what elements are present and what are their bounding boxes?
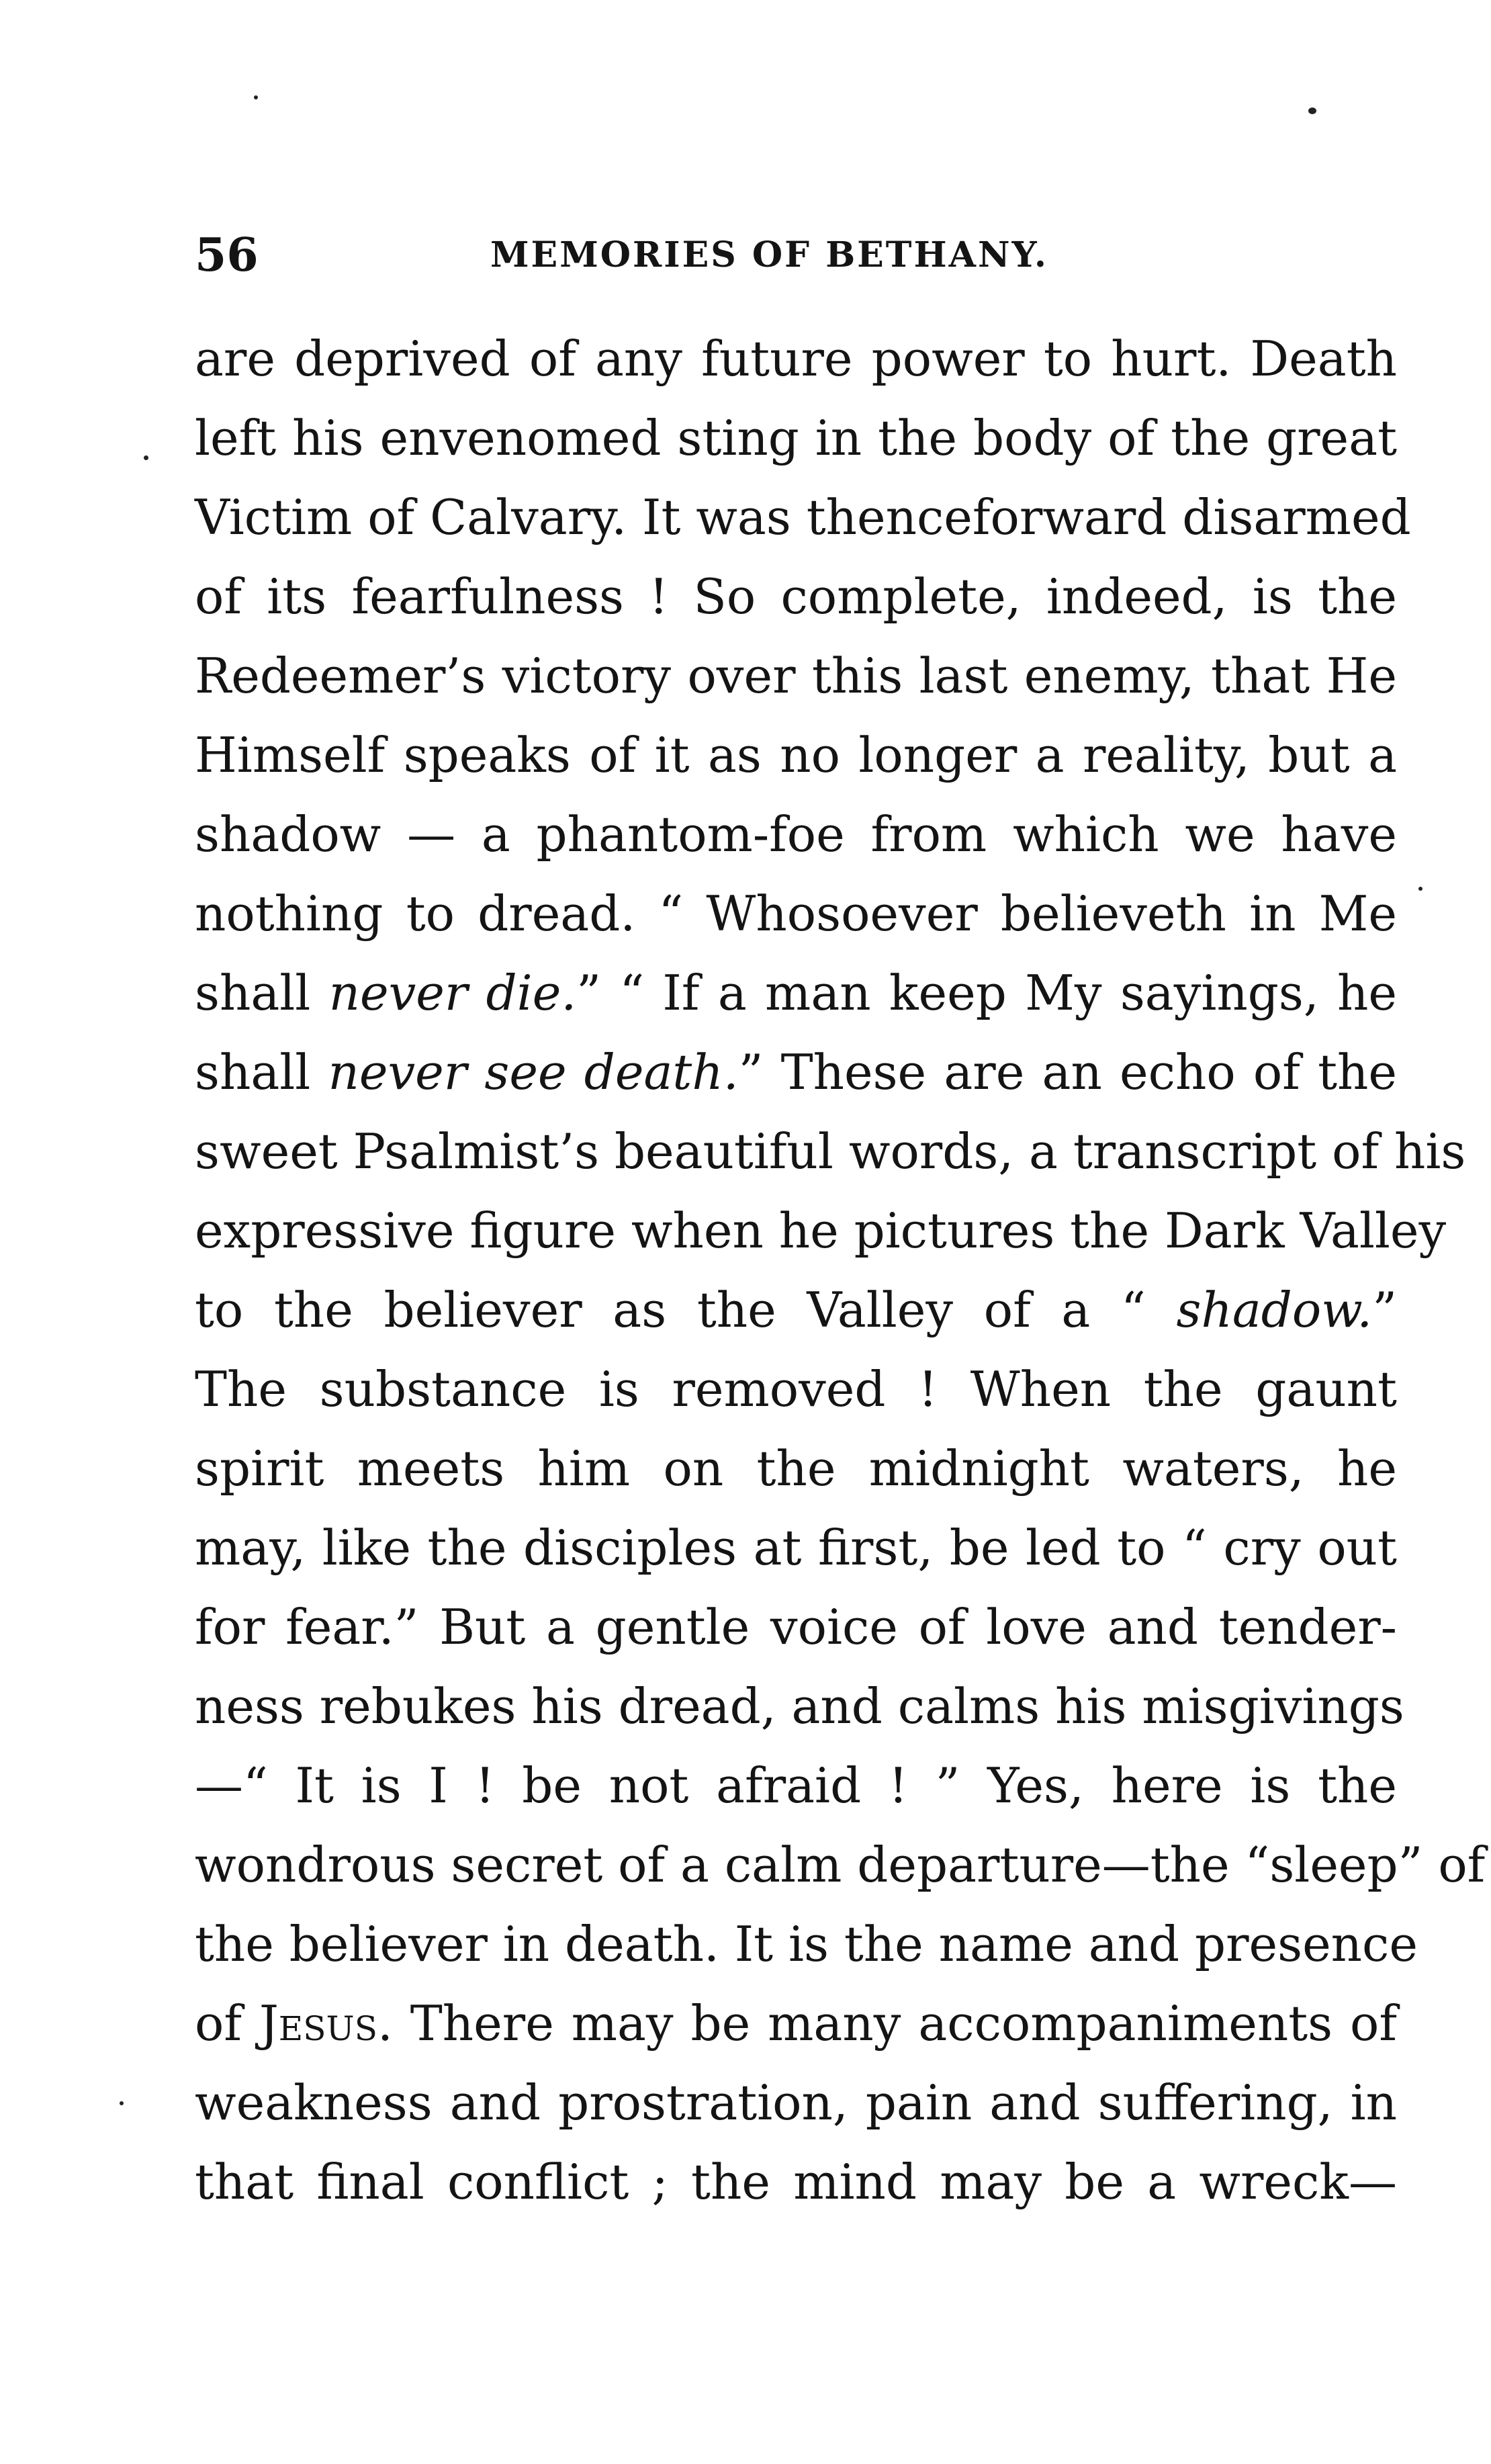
scan-speck bbox=[1308, 107, 1316, 114]
text-line: —“ It is I ! be not afraid ! ” Yes, here is the bbox=[195, 1757, 1397, 1814]
page-header bbox=[195, 222, 1397, 289]
text-line: for fear.” But a gentle voice of love and tender- bbox=[195, 1599, 1397, 1655]
text-line: the believer in death. It is the name and presence bbox=[195, 1916, 1418, 1972]
text-line: wondrous secret of a calm departure—the “sleep” of bbox=[195, 1837, 1486, 1893]
text-line: Himself speaks of it as no longer a reality, but a bbox=[195, 727, 1397, 783]
text-line: spirit meets him on the midnight waters, he bbox=[195, 1440, 1397, 1497]
text-line: ness rebukes his dread, and calms his misgivings bbox=[195, 1678, 1404, 1734]
scan-speck bbox=[144, 455, 148, 460]
text-line: to the believer as the Valley of a “ shadow.” bbox=[195, 1282, 1397, 1338]
running-head: MEMORIES OF BETHANY. bbox=[490, 234, 1049, 275]
text-line: shall never die.” “ If a man keep My sayings, he bbox=[195, 965, 1398, 1021]
text-line: of Jesus. There may be many accompaniments of bbox=[195, 1995, 1397, 2052]
text-line: Redeemer’s victory over this last enemy, that He bbox=[195, 648, 1397, 704]
text-line: of its fearfulness ! So complete, indeed, is the bbox=[195, 568, 1397, 625]
italic-phrase: shadow. bbox=[1176, 1282, 1373, 1338]
text-line: left his envenomed sting in the body of the great bbox=[195, 410, 1397, 466]
small-caps-name: Jesus. bbox=[259, 1995, 393, 2052]
body-text bbox=[195, 319, 1486, 2221]
italic-phrase: never see death. bbox=[328, 1044, 739, 1100]
text-line: are deprived of any future power to hurt. Death bbox=[195, 331, 1397, 387]
italic-phrase: never die. bbox=[328, 965, 577, 1021]
text-line: that final conflict ; the mind may be a wreck— bbox=[195, 2154, 1397, 2210]
text-line: sweet Psalmist’s beautiful words, a transcript of his bbox=[195, 1123, 1466, 1180]
text-line: expressive figure when he pictures the Dark Valley bbox=[195, 1202, 1447, 1259]
text-line: shadow — a phantom-foe from which we have bbox=[195, 806, 1397, 863]
text-line: The substance is removed ! When the gaunt bbox=[195, 1361, 1397, 1417]
scan-speck bbox=[254, 95, 258, 99]
text-line: weakness and prostration, pain and suffering, in bbox=[195, 2074, 1397, 2131]
text-line: shall never see death.” These are an echo of the bbox=[195, 1044, 1397, 1100]
scan-speck bbox=[120, 2101, 124, 2105]
text-line: Victim of Calvary. It was thenceforward disarmed bbox=[195, 489, 1411, 545]
text-line: may, like the disciples at first, be led to “ cry out bbox=[195, 1520, 1397, 1576]
text-line: nothing to dread. “ Whosoever believeth in Me bbox=[195, 885, 1397, 942]
page-number: 56 bbox=[195, 228, 259, 282]
scan-speck bbox=[1418, 887, 1422, 891]
